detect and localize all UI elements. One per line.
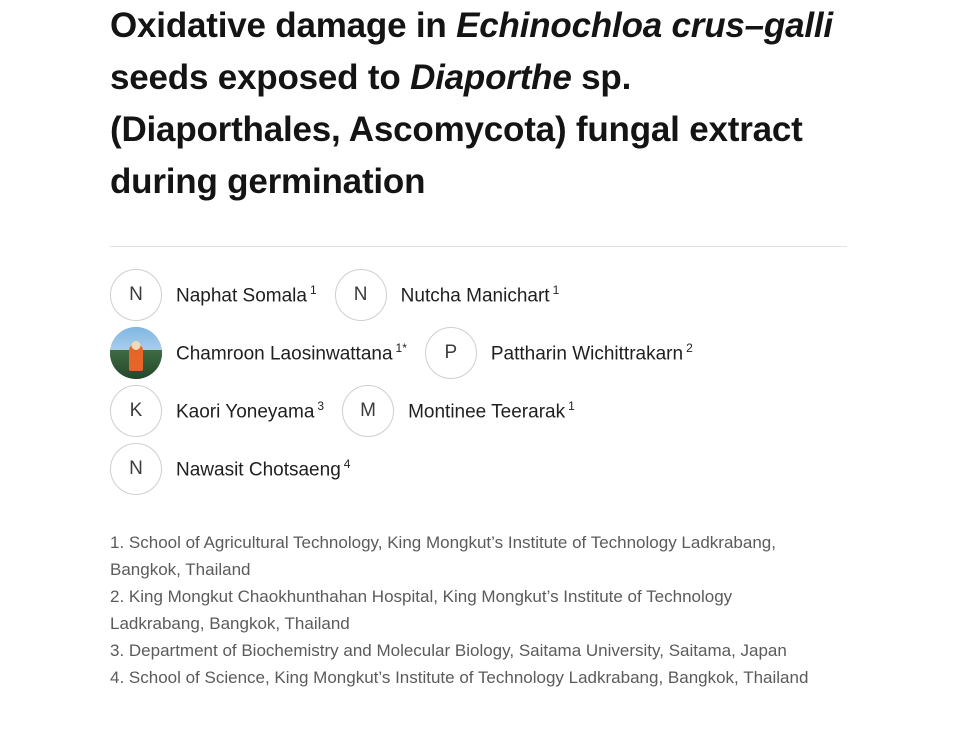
author-avatar-initial[interactable]: K	[110, 385, 162, 437]
author-entry[interactable]	[342, 385, 575, 437]
author-name: Pattharin Wichittrakarn $^2$	[490, 340, 693, 365]
author-affiliation-mark: 1	[568, 398, 575, 413]
title-segment-0: Oxidative damage in	[110, 6, 457, 45]
author-avatar-initial[interactable]: N	[110, 443, 162, 495]
author-name: Nawasit Chotsaeng $^4$	[176, 456, 351, 481]
author-entry[interactable]	[335, 269, 560, 321]
author-name: Montinee Teerarak $^1$	[408, 398, 575, 423]
author-affiliation-mark: 1	[309, 282, 317, 297]
title-segment-1: Echinochloa crus–galli	[456, 6, 833, 45]
affiliation-item: 4. School of Science, King Mongkut’s Institute of Technology Ladkrabang, Bangkok, Thailand	[110, 668, 809, 687]
header-divider	[110, 246, 847, 247]
author-entry[interactable]	[110, 443, 350, 495]
author-affiliation-mark: 3	[317, 398, 325, 413]
title-segment-2: seeds exposed to	[110, 58, 411, 97]
author-row	[110, 443, 870, 495]
author-row	[110, 269, 870, 321]
author-affiliation-mark: 1*	[395, 340, 407, 355]
affiliation-item: 3. Department of Biochemistry and Molecular Biology, Saitama University, Saitama, Japan	[110, 641, 787, 660]
author-avatar-photo[interactable]	[110, 327, 162, 379]
author-affiliation-mark: 2	[686, 340, 693, 355]
affiliation-item: 1. School of Agricultural Technology, King Mongkut’s Institute of Technology Ladkrabang, Bangkok, Thailand	[110, 533, 776, 579]
title-segment-4: sp. (Diaporthales, Ascomycota) fungal extract during germination	[110, 58, 803, 201]
author-affiliation-mark: 4	[343, 456, 351, 471]
author-list	[110, 269, 870, 495]
affiliation-item: 2. King Mongkut Chaokhunthahan Hospital, King Mongkut’s Institute of Technology Ladkrabang, Bangkok, Thailand	[110, 587, 733, 633]
author-avatar-initial[interactable]: N	[110, 269, 162, 321]
author-name: Naphat Somala $^1$	[176, 282, 317, 307]
author-row	[110, 327, 870, 379]
author-name: Chamroon Laosinwattana $^{1*}$	[176, 340, 407, 365]
author-row	[110, 385, 870, 437]
affiliation-list	[110, 529, 830, 691]
author-name: Nutcha Manichart $^1$	[400, 282, 560, 307]
avatar-head	[132, 341, 141, 350]
author-entry[interactable]	[110, 269, 317, 321]
author-avatar-initial[interactable]: N	[335, 269, 387, 321]
author-entry[interactable]	[425, 327, 693, 379]
author-affiliation-mark: 1	[552, 282, 560, 297]
author-entry[interactable]	[110, 385, 324, 437]
author-name: Kaori Yoneyama $^3$	[176, 398, 325, 423]
author-avatar-initial[interactable]: P	[425, 327, 477, 379]
page-title	[110, 0, 847, 208]
title-segment-3: Diaporthe	[410, 58, 572, 97]
author-entry[interactable]	[110, 327, 407, 379]
author-avatar-initial[interactable]: M	[342, 385, 394, 437]
